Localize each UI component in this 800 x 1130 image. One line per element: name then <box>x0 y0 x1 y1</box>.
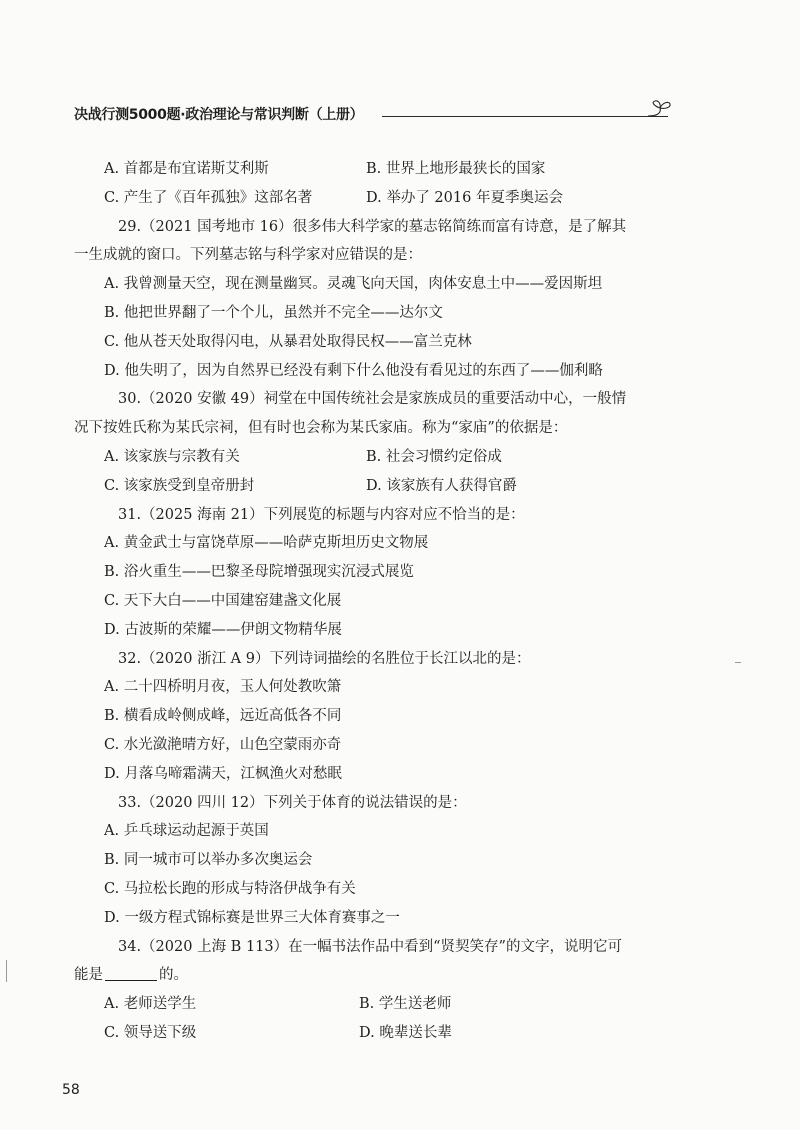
question-33-option-c: C. 马拉松长跑的形成与特洛伊战争有关 <box>104 880 356 897</box>
question-34-option-b: B. 学生送老师 <box>359 996 452 1013</box>
question-30-option-a: A. 该家族与宗教有关 <box>104 448 240 465</box>
book-title: 决战行测5000题·政治理论与常识判断（上册） <box>74 107 364 123</box>
scan-speck <box>6 960 7 982</box>
question-29-stem: 29.（2021 国考地市 16）很多伟大科学家的墓志铭简练而富有诗意，是了解其 <box>118 218 627 235</box>
question-34-option-c: C. 领导送下级 <box>104 1024 197 1041</box>
question-31-option-b: B. 浴火重生——巴黎圣母院增强现实沉浸式展览 <box>104 564 414 581</box>
option-a: A. 首都是布宜诺斯艾利斯 <box>104 161 269 177</box>
question-31-option-d: D. 古波斯的荣耀——伊朗文物精华展 <box>104 621 342 638</box>
question-32-option-d: D. 月落乌啼霜满天，江枫渔火对愁眠 <box>104 765 342 782</box>
question-32-option-a: A. 二十四桥明月夜，玉人何处教吹箫 <box>104 679 342 696</box>
question-32-option-b: B. 横看成岭侧成峰，远近高低各不同 <box>104 708 342 725</box>
question-29-option-d: D. 他失明了，因为自然界已经没有剩下什么他没有看见过的东西了——伽利略 <box>104 362 603 379</box>
option-c: C. 产生了《百年孤独》这部名著 <box>104 189 313 206</box>
question-32-stem: 32.（2020 浙江 A 9）下列诗词描绘的名胜位于长江以北的是： <box>118 650 531 667</box>
question-29-option-b: B. 他把世界翻了一个个儿，虽然并不完全——达尔文 <box>104 304 443 321</box>
question-34-stem-cont <box>74 961 674 990</box>
question-31-stem: 31.（2025 海南 21）下列展览的标题与内容对应不恰当的是： <box>118 506 525 523</box>
options-row <box>104 184 674 213</box>
question-30-option-b: B. 社会习惯约定俗成 <box>366 448 502 465</box>
question-30-option-d: D. 该家族有人获得官爵 <box>366 477 517 494</box>
question-33-option-b: B. 同一城市可以举办多次奥运会 <box>104 852 313 869</box>
options-row <box>104 990 674 1019</box>
question-29-option-a: A. 我曾测量天空，现在测量幽冥。灵魂飞向天国，肉体安息土中——爱因斯坦 <box>104 276 603 293</box>
question-30-stem: 30.（2020 安徽 49）祠堂在中国传统社会是家族成员的重要活动中心，一般情 <box>118 391 627 408</box>
options-row <box>104 1019 674 1048</box>
option-d: D. 举办了 2016 年夏季奥运会 <box>366 189 563 206</box>
options-row <box>104 472 674 501</box>
question-34-option-a: A. 老师送学生 <box>104 996 197 1013</box>
question-33-option-d: D. 一级方程式锦标赛是世界三大体育赛事之一 <box>104 909 400 926</box>
question-34-stem: 34.（2020 上海 B 113）在一幅书法作品中看到“贤契笑存”的文字，说明它可 <box>118 938 622 955</box>
header-rule <box>382 116 668 117</box>
question-29-stem-cont: 一生成就的窗口。下列墓志铭与科学家对应错误的是： <box>74 247 422 264</box>
question-31-option-a: A. 黄金武士与富饶草原——哈萨克斯坦历史文物展 <box>104 535 429 552</box>
question-30-option-c: C. 该家族受到皇帝册封 <box>104 477 255 494</box>
question-list <box>74 155 674 1048</box>
fill-in-blank <box>105 964 157 981</box>
options-row <box>104 443 674 472</box>
question-34-option-d: D. 晚辈送长辈 <box>359 1024 452 1041</box>
sprout-icon <box>644 100 674 122</box>
scan-speck <box>735 662 741 663</box>
question-32-option-c: C. 水光潋滟晴方好，山色空蒙雨亦奇 <box>104 736 342 753</box>
question-29-option-c: C. 他从苍天处取得闪电，从暴君处取得民权——富兰克林 <box>104 333 472 350</box>
question-31-option-c: C. 天下大白——中国建窑建盏文化展 <box>104 592 342 609</box>
page-number: 58 <box>62 1082 80 1098</box>
stem-text-before-blank: 能是 <box>74 967 103 984</box>
question-33-stem: 33.（2020 四川 12）下列关于体育的说法错误的是： <box>118 794 467 811</box>
question-30-stem-cont: 况下按姓氏称为某氏宗祠，但有时也会称为某氏家庙。称为“家庙”的依据是： <box>74 420 568 437</box>
question-33-option-a: A. 乒乓球运动起源于英国 <box>104 823 269 840</box>
running-header <box>74 100 674 132</box>
stem-text-after-blank: 的。 <box>159 967 188 984</box>
option-b: B. 世界上地形最狭长的国家 <box>366 161 546 177</box>
options-row <box>104 155 674 184</box>
